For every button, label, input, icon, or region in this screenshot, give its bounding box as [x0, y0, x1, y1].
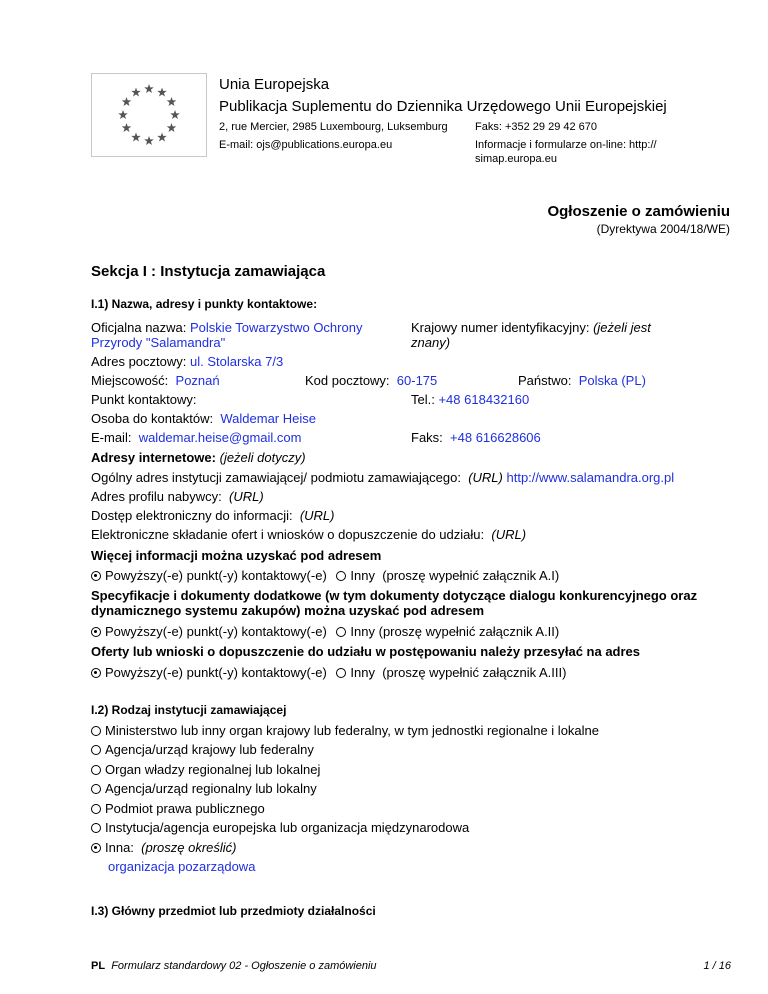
- header-info-line2: simap.europa.eu: [475, 153, 557, 165]
- offers-title: Oferty lub wnioski o dopuszczenie do udziału w postępowaniu należy przesyłać na adres: [91, 644, 641, 659]
- i3-title: I.3) Główny przedmiot lub przedmioty działalności: [91, 904, 376, 918]
- radio-i2-other[interactable]: [91, 843, 101, 853]
- fax-row: [411, 430, 541, 445]
- i2-option: [91, 723, 599, 738]
- eu-star-icon: [122, 123, 132, 132]
- i2-other-note: (proszę określić): [141, 840, 237, 855]
- i2-option-label: Podmiot prawa publicznego: [105, 801, 265, 816]
- specs-opt1: Powyższy(-e) punkt(-y) kontaktowy(-e): [105, 624, 327, 639]
- radio-i2-regional-agency[interactable]: [91, 784, 101, 794]
- i1-title: I.1) Nazwa, adresy i punkty kontaktowe:: [91, 297, 318, 311]
- general-addr-url-tag: (URL): [468, 470, 503, 485]
- general-addr-label: Ogólny adres instytucji zamawiającej/ podmiotu zamawiającego:: [91, 470, 461, 485]
- eu-flag-logo: [91, 73, 207, 157]
- national-id-label: Krajowy numer identyfikacyjny:: [411, 320, 590, 335]
- eu-stars-icon: [92, 74, 206, 156]
- fax-value: +48 616628606: [450, 430, 541, 445]
- tel-row: [411, 392, 529, 407]
- buyer-profile-row: [91, 489, 264, 504]
- radio-more-info-above[interactable]: [91, 571, 101, 581]
- eu-star-icon: [167, 97, 177, 106]
- country-value: Polska (PL): [578, 373, 646, 388]
- i2-option: [91, 840, 237, 855]
- country-row: [518, 373, 646, 388]
- radio-offers-other[interactable]: [336, 668, 346, 678]
- eu-star-icon: [157, 133, 167, 142]
- header-info-line1: Informacje i formularze on-line: http://: [475, 139, 657, 151]
- header-address: 2, rue Mercier, 2985 Luxembourg, Luksemburg: [219, 121, 448, 133]
- country-label: Państwo:: [518, 373, 572, 388]
- official-name-value-l2: Przyrody "Salamandra": [91, 335, 226, 350]
- internet-note: (jeżeli dotyczy): [219, 450, 306, 465]
- national-id-note-l2: znany): [411, 335, 451, 350]
- i2-option-label: Instytucja/agencja europejska lub organizacja międzynarodowa: [105, 820, 470, 835]
- postal-row: [91, 354, 283, 369]
- national-id-row: [411, 320, 651, 335]
- radio-i2-regional-authority[interactable]: [91, 765, 101, 775]
- eu-star-icon: [118, 110, 128, 119]
- offers-opt2: Inny: [350, 665, 375, 680]
- offers-opt1: Powyższy(-e) punkt(-y) kontaktowy(-e): [105, 665, 327, 680]
- email-value[interactable]: waldemar.heise@gmail.com: [138, 430, 302, 445]
- section-title: Sekcja I : Instytucja zamawiająca: [91, 263, 326, 280]
- radio-specs-other[interactable]: [336, 627, 346, 637]
- i2-option-label: Agencja/urząd regionalny lub lokalny: [105, 781, 317, 796]
- general-addr-row: [91, 470, 674, 485]
- i2-option-label: Ministerstwo lub inny organ krajowy lub federalny, w tym jednostki regionalne i lokalne: [105, 723, 599, 738]
- i2-option-label: Agencja/urząd krajowy lub federalny: [105, 742, 314, 757]
- eu-star-icon: [122, 97, 132, 106]
- eu-star-icon: [131, 88, 141, 97]
- buyer-profile-label: Adres profilu nabywcy:: [91, 489, 222, 504]
- e-submission-tag: (URL): [491, 527, 527, 542]
- radio-i2-national-agency[interactable]: [91, 745, 101, 755]
- offers-options: [91, 665, 566, 680]
- postcode-value: 60-175: [396, 373, 438, 388]
- internet-label: Adresy internetowe:: [91, 450, 216, 465]
- i2-option: [91, 781, 317, 796]
- official-name-row: [91, 320, 362, 335]
- e-submission-label: Elektroniczne składanie ofert i wniosków o dopuszczenie do udziału:: [91, 527, 485, 542]
- header-email: E-mail: ojs@publications.europa.eu: [219, 139, 393, 151]
- header-publication: Publikacja Suplementu do Dziennika Urzędowego Unii Europejskiej: [219, 98, 667, 115]
- i2-option: [91, 820, 469, 835]
- eu-star-icon: [167, 123, 177, 132]
- postal-label: Adres pocztowy:: [91, 354, 187, 369]
- city-value: Poznań: [175, 373, 220, 388]
- person-value: Waldemar Heise: [220, 411, 316, 426]
- footer-lang: PL: [91, 960, 106, 972]
- specs-title-l2: dynamicznego systemu zakupów) można uzyskać pod adresem: [91, 603, 485, 618]
- e-submission-row: [91, 527, 526, 542]
- specs-opt2: Inny: [350, 624, 375, 639]
- specs-title-l1: Specyfikacje i dokumenty dodatkowe (w tym dokumenty dotyczące dialogu konkurencyjnego oraz: [91, 588, 698, 603]
- tel-value: +48 618432160: [438, 392, 530, 407]
- i2-other-value: organizacja pozarządowa: [108, 859, 256, 874]
- notice-title: Ogłoszenie o zamówieniu: [547, 203, 730, 220]
- e-access-label: Dostęp elektroniczny do informacji:: [91, 508, 293, 523]
- more-info-options: [91, 568, 559, 583]
- e-access-row: [91, 508, 335, 523]
- i2-option-label: Organ władzy regionalnej lub lokalnej: [105, 762, 321, 777]
- i2-title: I.2) Rodzaj instytucji zamawiającej: [91, 703, 287, 717]
- footer-page: 1 / 16: [703, 960, 731, 972]
- eu-star-icon: [144, 136, 154, 145]
- notice-directive: (Dyrektywa 2004/18/WE): [596, 222, 730, 236]
- postcode-row: [305, 373, 437, 388]
- i2-option-label: Inna:: [105, 840, 134, 855]
- more-info-title: Więcej informacji można uzyskać pod adresem: [91, 548, 382, 563]
- header-org: Unia Europejska: [219, 76, 330, 93]
- eu-star-icon: [144, 84, 154, 93]
- more-info-opt2: Inny: [350, 568, 375, 583]
- fax-label: Faks:: [411, 430, 443, 445]
- radio-more-info-other[interactable]: [336, 571, 346, 581]
- eu-star-icon: [170, 110, 180, 119]
- eu-star-icon: [157, 88, 167, 97]
- official-name-label: Oficjalna nazwa:: [91, 320, 187, 335]
- email-label: E-mail:: [91, 430, 132, 445]
- i2-option: [91, 742, 314, 757]
- header-fax: Faks: +352 29 29 42 670: [475, 121, 598, 133]
- footer-form-name: Formularz standardowy 02 - Ogłoszenie o zamówieniu: [111, 960, 377, 972]
- i2-option: [91, 801, 265, 816]
- more-info-opt1: Powyższy(-e) punkt(-y) kontaktowy(-e): [105, 568, 327, 583]
- footer-left: [91, 960, 377, 972]
- specs-options: [91, 624, 559, 639]
- tel-label: Tel.:: [411, 392, 435, 407]
- email-row: [91, 430, 301, 445]
- eu-star-icon: [131, 133, 141, 142]
- e-access-tag: (URL): [299, 508, 335, 523]
- internet-row: [91, 450, 306, 465]
- national-id-note-l1: (jeżeli jest: [593, 320, 651, 335]
- i2-option: [91, 762, 320, 777]
- offers-annex: (proszę wypełnić załącznik A.III): [382, 665, 567, 680]
- contact-point-label: Punkt kontaktowy:: [91, 392, 197, 407]
- person-label: Osoba do kontaktów:: [91, 411, 214, 426]
- radio-specs-above[interactable]: [91, 627, 101, 637]
- buyer-profile-tag: (URL): [229, 489, 264, 504]
- radio-offers-above[interactable]: [91, 668, 101, 678]
- general-addr-link[interactable]: http://www.salamandra.org.pl: [506, 470, 675, 485]
- official-name-value-l1: Polskie Towarzystwo Ochrony: [190, 320, 363, 335]
- radio-i2-european-institution[interactable]: [91, 823, 101, 833]
- city-row: [91, 373, 220, 388]
- postal-value: ul. Stolarska 7/3: [190, 354, 284, 369]
- more-info-annex: (proszę wypełnić załącznik A.I): [382, 568, 560, 583]
- radio-i2-ministry[interactable]: [91, 726, 101, 736]
- specs-annex: (proszę wypełnić załącznik A.II): [378, 624, 560, 639]
- postcode-label: Kod pocztowy:: [305, 373, 390, 388]
- person-row: [91, 411, 316, 426]
- city-label: Miejscowość:: [91, 373, 169, 388]
- radio-i2-public-law[interactable]: [91, 804, 101, 814]
